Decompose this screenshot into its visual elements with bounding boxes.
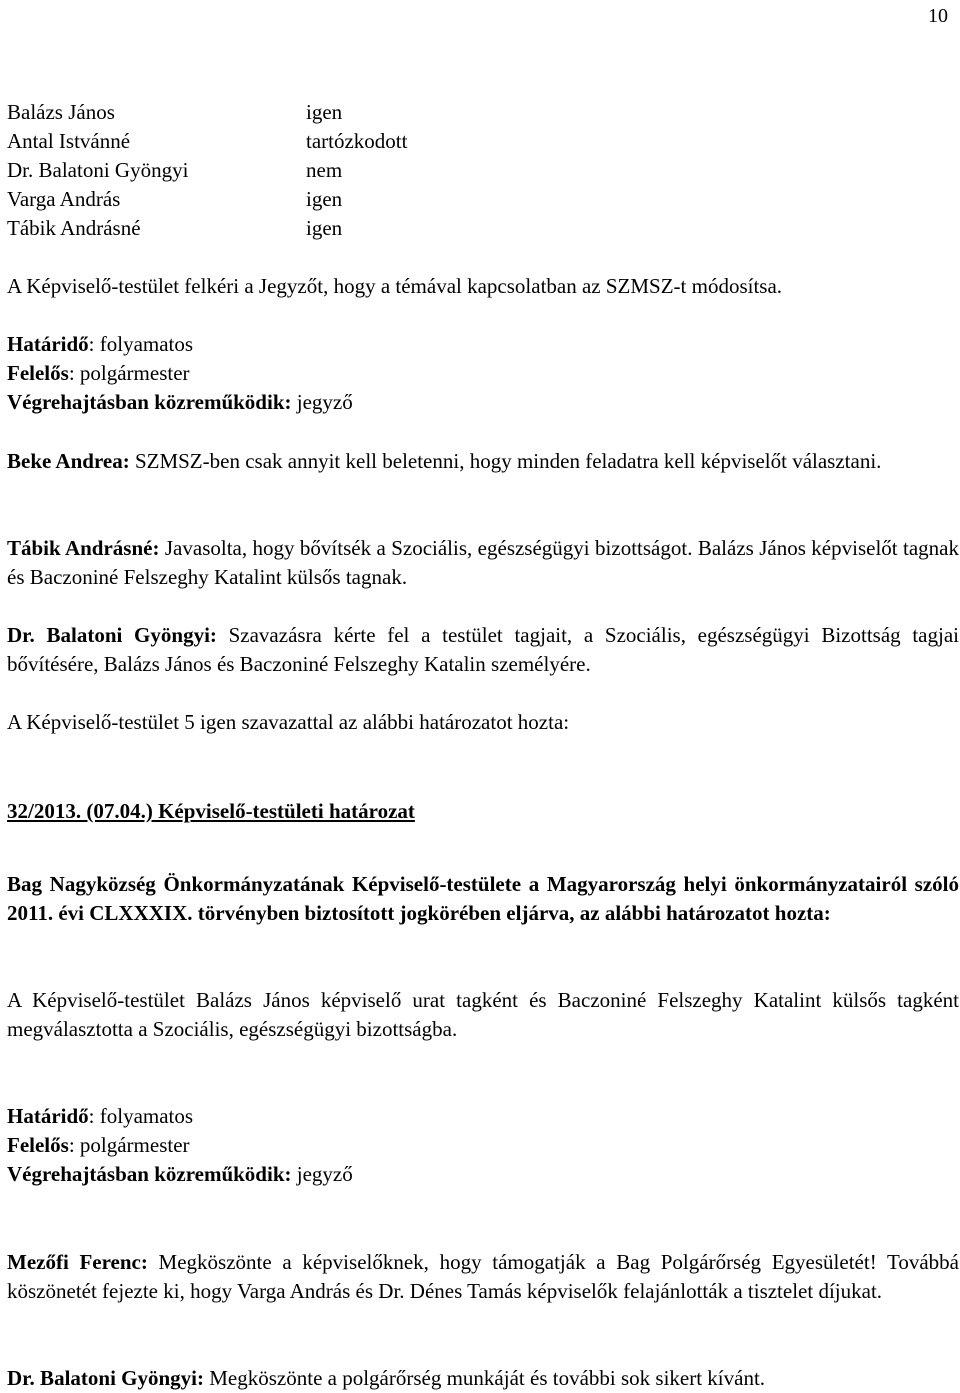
executor-line [7,388,959,417]
speaker-name: Beke Andrea: [7,449,130,473]
vote-value: igen [306,100,343,124]
vote-list [7,98,407,243]
speaker-name: Tábik Andrásné: [7,536,160,560]
vote-row [7,156,407,185]
vote-value: nem [306,158,343,182]
vote-row [7,214,407,243]
speech-text: SZMSZ-ben csak annyit kell beletenni, hogy minden feladatra kell képviselőt választani. [129,449,882,473]
speech-text: Megköszönte a polgárőrség munkáját és további sok sikert kívánt. [204,1366,766,1390]
responsible-line [7,1131,959,1160]
executor-value: jegyző [291,390,353,414]
paragraph-tabik [7,534,959,592]
responsibility-block [7,330,959,417]
paragraph-beke [7,447,959,476]
paragraph-balatoni-2 [7,1364,959,1393]
vote-row [7,185,407,214]
resolution-title: 32/2013. (07.04.) Képviselő-testületi határozat [7,799,415,823]
deadline-label: Határidő [7,332,89,356]
executor-label: Végrehajtásban közreműködik: [7,1162,292,1186]
speech-text: Szavazásra kérte fel a testület tagjait, a Szociális, egészségügyi Bizottság tagjai bővítésére, Balázs János és Baczoniné Felszeghy Katalin személyére. [7,623,959,676]
deadline-line [7,1102,959,1131]
vote-row [7,127,407,156]
page-number: 10 [928,5,948,27]
responsible-label: Felelős [7,361,69,385]
speech-text: Megköszönte a képviselőknek, hogy támogatják a Bag Polgárőrség Egyesületét! Továbbá köszönetét fejezte ki, hogy Varga András és Dr. Dénes Tamás képviselők felajánlották a tisztelet díjukat. [7,1250,959,1303]
executor-value: jegyző [291,1162,353,1186]
vote-value: igen [306,187,343,211]
request-text: A Képviselő-testület felkéri a Jegyzőt, hogy a témával kapcsolatban az SZMSZ-t módosítsa. [7,274,783,298]
paragraph-mezofi [7,1248,959,1306]
executor-line [7,1160,959,1189]
deadline-value: : folyamatos [88,1104,194,1128]
vote-value: igen [306,216,343,240]
responsible-line [7,359,959,388]
responsibility-block-2 [7,1102,959,1189]
resolution-body: A Képviselő-testület Balázs János képviselő urat tagként és Baczoniné Felszeghy Katalint külsős tagként megválasztotta a Szociális, egészségügyi bizottságba. [7,988,959,1041]
voter-name: Tábik Andrásné [7,216,141,240]
responsible-label: Felelős [7,1133,69,1157]
vote-value: tartózkodott [306,129,408,153]
speaker-name: Mezőfi Ferenc: [7,1250,148,1274]
vote-result: A Képviselő-testület 5 igen szavazattal az alábbi határozatot hozta: [7,710,570,734]
vote-row [7,98,407,127]
speaker-name: Dr. Balatoni Gyöngyi: [7,1366,204,1390]
speech-text: Javasolta, hogy bővítsék a Szociális, egészségügyi bizottságot. Balázs János képviselőt tagnak és Baczoniné Felszeghy Katalint külsős tagnak. [7,536,959,589]
responsible-value: : polgármester [68,1133,190,1157]
responsible-value: : polgármester [68,361,190,385]
speaker-name: Dr. Balatoni Gyöngyi: [7,623,217,647]
resolution-preamble: Bag Nagyközség Önkormányzatának Képviselő-testülete a Magyarország helyi önkormányzatairól szóló 2011. évi CLXXXIX. törvényben biztosított jogkörében eljárva, az alábbi határozatot hozta: [7,872,959,925]
deadline-label: Határidő [7,1104,89,1128]
paragraph-balatoni-1 [7,621,959,679]
voter-name: Balázs János [7,100,115,124]
deadline-value: : folyamatos [88,332,194,356]
executor-label: Végrehajtásban közreműködik: [7,390,292,414]
voter-name: Varga András [7,187,121,211]
voter-name: Dr. Balatoni Gyöngyi [7,158,189,182]
deadline-line [7,330,959,359]
voter-name: Antal Istvánné [7,129,131,153]
